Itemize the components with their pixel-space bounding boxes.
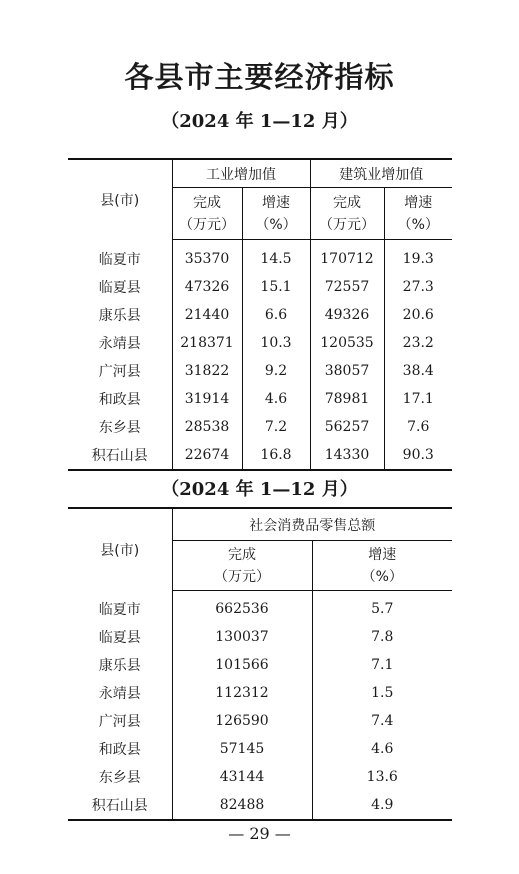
construction-done-cell: 14330 — [310, 441, 384, 470]
table-row — [68, 357, 452, 385]
construction-done-cell: 49326 — [310, 301, 384, 329]
construction-done-cell: 38057 — [310, 357, 384, 385]
retail-done-cell: 82488 — [172, 791, 312, 820]
retail-growth-cell: 5.7 — [312, 591, 452, 624]
construction-growth-cell: 90.3 — [384, 441, 452, 470]
construction-growth-cell: 27.3 — [384, 273, 452, 301]
industry-growth-cell: 7.2 — [242, 413, 310, 441]
retail-growth-cell: 4.9 — [312, 791, 452, 820]
retail-done-cell: 126590 — [172, 707, 312, 735]
industry-done-cell: 47326 — [172, 273, 242, 301]
table-row — [68, 623, 452, 651]
industry-done-cell: 35370 — [172, 240, 242, 274]
industry-growth-cell: 16.8 — [242, 441, 310, 470]
table-row — [68, 735, 452, 763]
industry-growth-cell: 6.6 — [242, 301, 310, 329]
county-cell: 积石山县 — [91, 448, 148, 464]
col-header-done: 完成 （万元） — [172, 188, 242, 240]
table-row — [68, 301, 452, 329]
county-cell: 和政县 — [98, 742, 141, 758]
col-header-growth: 增速 （%） — [384, 188, 452, 240]
group-header-construction: 建筑业增加值 — [310, 159, 452, 188]
retail-growth-cell: 4.6 — [312, 735, 452, 763]
industry-growth-cell: 10.3 — [242, 329, 310, 357]
construction-done-cell: 72557 — [310, 273, 384, 301]
industry-growth-cell: 14.5 — [242, 240, 310, 274]
table-row — [68, 679, 452, 707]
table-row — [68, 707, 452, 735]
retail-growth-cell: 7.4 — [312, 707, 452, 735]
construction-growth-cell: 38.4 — [384, 357, 452, 385]
table-row — [68, 651, 452, 679]
county-cell: 康乐县 — [98, 308, 141, 324]
table-row — [68, 413, 452, 441]
industry-growth-cell: 15.1 — [242, 273, 310, 301]
county-cell: 广河县 — [98, 714, 141, 730]
county-cell: 临夏市 — [98, 601, 141, 618]
table-row — [68, 441, 452, 470]
retail-growth-cell: 7.1 — [312, 651, 452, 679]
county-cell: 永靖县 — [98, 686, 141, 702]
construction-growth-cell: 7.6 — [384, 413, 452, 441]
table-row — [68, 240, 452, 274]
table-row — [68, 273, 452, 301]
construction-done-cell: 120535 — [310, 329, 384, 357]
col-header-done: 完成 （万元） — [310, 188, 384, 240]
retail-done-cell: 130037 — [172, 623, 312, 651]
retail-done-cell: 101566 — [172, 651, 312, 679]
page-number: — 29 — — [228, 824, 291, 843]
county-cell: 和政县 — [98, 392, 141, 408]
county-cell: 东乡县 — [98, 420, 141, 436]
construction-done-cell: 78981 — [310, 385, 384, 413]
industry-done-cell: 218371 — [172, 329, 242, 357]
county-cell: 东乡县 — [98, 770, 141, 786]
retail-done-cell: 662536 — [172, 591, 312, 624]
industry-growth-cell: 9.2 — [242, 357, 310, 385]
table-row — [68, 763, 452, 791]
construction-done-cell: 170712 — [310, 240, 384, 274]
county-cell: 临夏县 — [98, 630, 141, 646]
construction-growth-cell: 19.3 — [384, 240, 452, 274]
industry-construction-table — [68, 158, 452, 471]
retail-done-cell: 43144 — [172, 763, 312, 791]
construction-done-cell: 56257 — [310, 413, 384, 441]
industry-growth-cell: 4.6 — [242, 385, 310, 413]
retail-growth-cell: 7.8 — [312, 623, 452, 651]
retail-growth-cell: 13.6 — [312, 763, 452, 791]
table-row — [68, 791, 452, 820]
col-header-growth: 增速 （%） — [312, 541, 452, 591]
construction-growth-cell: 20.6 — [384, 301, 452, 329]
industry-done-cell: 31914 — [172, 385, 242, 413]
industry-done-cell: 28538 — [172, 413, 242, 441]
industry-done-cell: 31822 — [172, 357, 242, 385]
table-row — [68, 591, 452, 624]
county-cell: 临夏市 — [98, 251, 141, 268]
county-cell: 康乐县 — [98, 658, 141, 674]
group-header-retail: 社会消费品零售总额 — [172, 508, 452, 541]
county-cell: 积石山县 — [91, 798, 148, 814]
retail-done-cell: 57145 — [172, 735, 312, 763]
retail-growth-cell: 1.5 — [312, 679, 452, 707]
col-header-growth: 增速 （%） — [242, 188, 310, 240]
county-cell: 永靖县 — [98, 336, 141, 352]
table1-period: （2024 年 1—12 月） — [161, 111, 358, 132]
row-header: 县(市) — [100, 192, 140, 209]
county-cell: 临夏县 — [98, 280, 141, 296]
table-row — [68, 329, 452, 357]
industry-done-cell: 21440 — [172, 301, 242, 329]
retail-done-cell: 112312 — [172, 679, 312, 707]
page-title: 各县市主要经济指标 — [124, 60, 395, 94]
table-row — [68, 385, 452, 413]
retail-sales-table — [68, 507, 452, 821]
county-cell: 广河县 — [98, 364, 141, 380]
col-header-done: 完成 （万元） — [172, 541, 312, 591]
group-header-industry: 工业增加值 — [172, 159, 310, 188]
construction-growth-cell: 17.1 — [384, 385, 452, 413]
table2-period: （2024 年 1—12 月） — [161, 479, 358, 500]
construction-growth-cell: 23.2 — [384, 329, 452, 357]
row-header: 县(市) — [100, 542, 140, 559]
industry-done-cell: 22674 — [172, 441, 242, 470]
